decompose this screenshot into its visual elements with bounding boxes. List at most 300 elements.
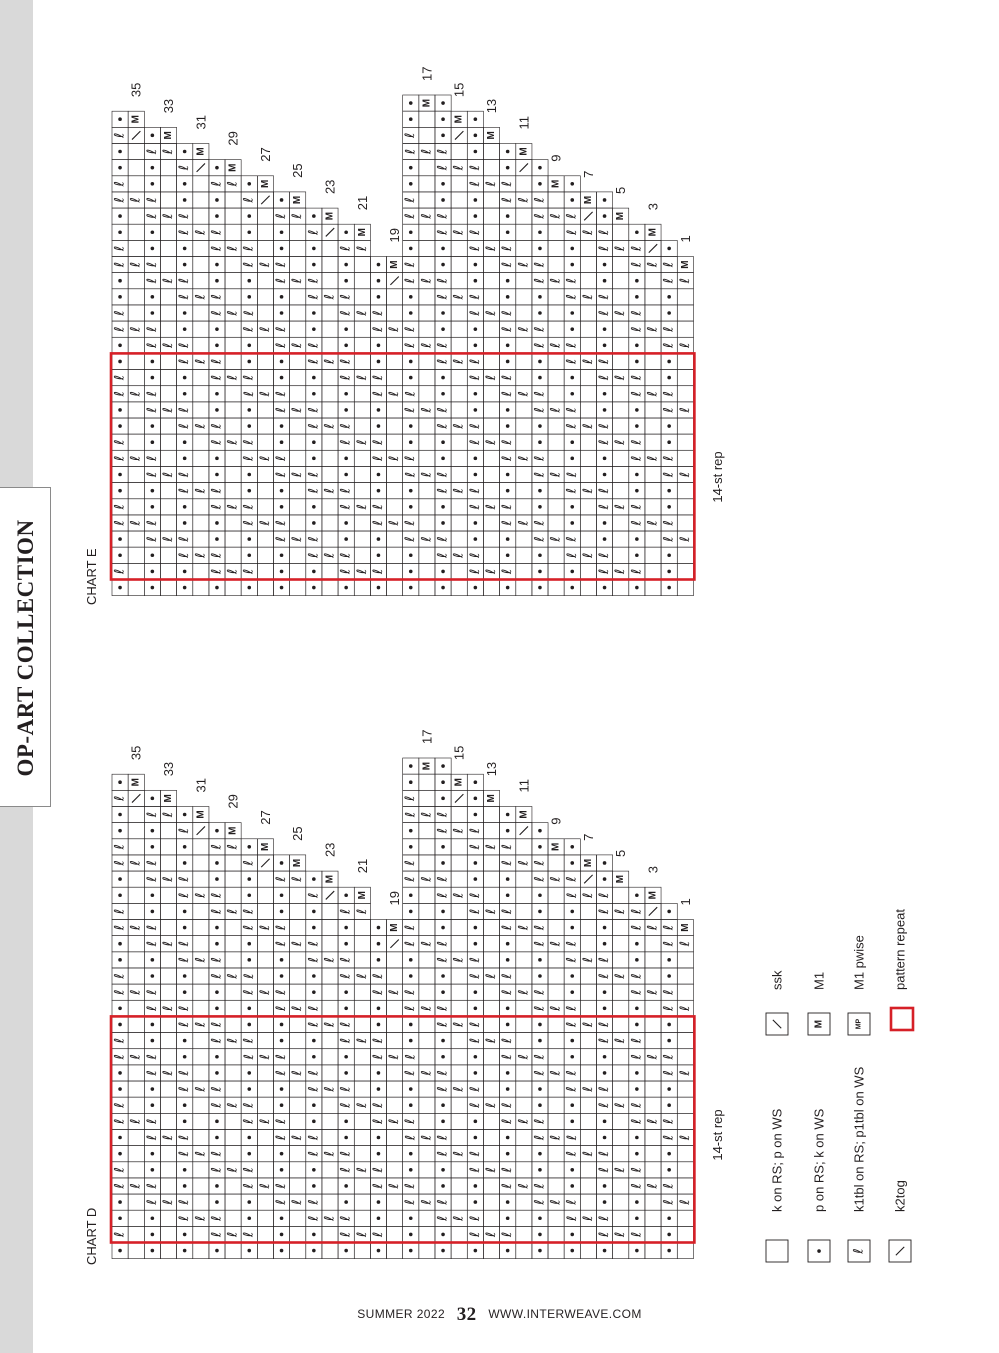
chart-e-cell — [225, 450, 241, 466]
chart-d-cell-ktbl-glyph: ℓ — [419, 1005, 435, 1011]
chart-d-cell-m1-glyph: M — [615, 874, 627, 884]
chart-d-cell-purl-dot — [603, 1120, 607, 1124]
chart-d-cell — [225, 887, 241, 903]
chart-e-cell-purl-dot — [280, 505, 284, 509]
chart-d-cell-purl-dot — [474, 877, 478, 881]
chart-e-cell — [645, 531, 661, 547]
chart-d-cell — [483, 984, 499, 1000]
chart-e-cell-purl-dot — [538, 182, 542, 186]
chart-d-cell-ktbl-glyph: ℓ — [370, 1118, 386, 1125]
chart-d-cell — [160, 1016, 176, 1032]
chart-d-cell — [645, 1162, 661, 1178]
chart-e-cell — [580, 466, 596, 482]
chart-e-cell-ktbl-glyph: ℓ — [613, 245, 629, 252]
chart-d-cell-ktbl-glyph: ℓ — [467, 1037, 483, 1044]
chart-d-cell — [677, 1162, 693, 1178]
chart-e-cell — [516, 208, 532, 224]
chart-d-cell — [677, 952, 693, 968]
chart-e-cell — [193, 305, 209, 321]
chart-e-cell — [128, 402, 144, 418]
chart-d-cell — [677, 1226, 693, 1242]
chart-e-cell-purl-dot — [215, 408, 219, 412]
chart-d-cell — [387, 1194, 403, 1210]
chart-d-cell-m1-glyph: M — [486, 794, 497, 803]
chart-e-cell — [677, 515, 693, 531]
chart-e-cell-purl-dot — [151, 295, 155, 299]
chart-e-cell-ktbl-glyph: ℓ — [661, 536, 677, 542]
chart-e-cell-ktbl-glyph: ℓ — [209, 423, 225, 429]
chart-e-cell — [419, 483, 435, 499]
chart-d-cell-ktbl-glyph: ℓ — [435, 876, 451, 882]
chart-e-cell-purl-dot — [247, 473, 251, 477]
chart-d-cell-ktbl-glyph: ℓ — [597, 973, 613, 979]
chart-d-cell-ktbl-glyph: ℓ — [629, 1118, 645, 1125]
chart-e-cell — [387, 402, 403, 418]
chart-d-cell-purl-dot — [344, 1071, 348, 1075]
chart-d-cell-purl-dot — [118, 1249, 122, 1253]
chart-e-cell-k2tog-stroke — [390, 277, 398, 285]
chart-d-cell-purl-dot — [183, 1249, 187, 1253]
chart-e-cell-ktbl-glyph: ℓ — [274, 391, 290, 397]
chart-e-cell-purl-dot — [506, 344, 510, 348]
chart-e-cell-purl-dot — [183, 586, 187, 590]
chart-d-cell-ktbl-glyph: ℓ — [306, 1199, 322, 1205]
chart-d-cell-ktbl-glyph: ℓ — [403, 1070, 419, 1076]
chart-d-cell — [548, 968, 564, 984]
chart-d-cell-purl-dot — [280, 910, 284, 914]
chart-d-cell — [354, 1194, 370, 1210]
chart-d-cell-purl-dot — [635, 1136, 639, 1140]
chart-d-cell-ktbl-glyph: ℓ — [306, 1070, 322, 1076]
chart-e-cell-purl-dot — [409, 166, 413, 170]
chart-e-cell-purl-dot — [377, 295, 381, 299]
chart-d-cell — [580, 1162, 596, 1178]
chart-d-cell-ktbl-glyph: ℓ — [306, 957, 322, 963]
chart-d-cell-purl-dot — [441, 910, 445, 914]
chart-e-cell — [225, 531, 241, 547]
chart-d-cell-ktbl-glyph: ℓ — [193, 892, 209, 898]
chart-d-cell — [160, 887, 176, 903]
chart-d-cell-ktbl-glyph: ℓ — [661, 941, 677, 947]
chart-e-cell-ktbl-glyph: ℓ — [645, 391, 661, 397]
chart-d-cell-ktbl-glyph: ℓ — [128, 1118, 144, 1125]
chart-e-cell — [193, 402, 209, 418]
chart-d-cell-purl-dot — [409, 1039, 413, 1043]
chart-d-cell-ktbl-glyph: ℓ — [274, 1134, 290, 1141]
chart-e-cell-purl-dot — [183, 247, 187, 251]
chart-d-repeat-label: 14-st rep — [710, 1109, 725, 1161]
chart-e-cell — [516, 337, 532, 353]
chart-d-cell — [613, 1210, 629, 1226]
chart-d-cell-ktbl-glyph: ℓ — [451, 1021, 467, 1028]
chart-d-cell — [290, 1081, 306, 1097]
chart-d-cell-purl-dot — [409, 829, 413, 833]
chart-d-cell — [225, 871, 241, 887]
chart-d-cell-ktbl-glyph: ℓ — [177, 1086, 193, 1092]
chart-e-cell-purl-dot — [151, 166, 155, 170]
chart-e-cell-ktbl-glyph: ℓ — [661, 261, 677, 268]
chart-e-row-number: 19 — [387, 228, 403, 243]
chart-d-cell-purl-dot — [570, 1103, 574, 1107]
chart-e-row-number: 31 — [193, 114, 209, 130]
chart-e-cell-purl-dot — [344, 457, 348, 461]
chart-e-cell-ktbl-glyph: ℓ — [290, 213, 306, 219]
chart-d-cell-purl-dot — [215, 1071, 219, 1075]
chart-e-cell — [451, 257, 467, 273]
chart-d-cell-ktbl-glyph: ℓ — [645, 1183, 661, 1189]
chart-d-cell-ktbl-glyph: ℓ — [322, 1021, 338, 1028]
chart-e-cell — [387, 370, 403, 386]
chart-d-cell — [225, 1065, 241, 1081]
chart-d-cell-purl-dot — [409, 1249, 413, 1253]
chart-d-cell — [290, 1033, 306, 1049]
chart-d-cell-purl-dot — [118, 829, 122, 833]
chart-d-cell — [128, 871, 144, 887]
chart-e-cell-purl-dot — [506, 537, 510, 541]
chart-e-cell-ktbl-glyph: ℓ — [370, 504, 386, 510]
chart-d-cell — [483, 1210, 499, 1226]
chart-d-cell-ktbl-glyph: ℓ — [467, 1021, 483, 1028]
chart-e-cell-ktbl-glyph: ℓ — [193, 552, 209, 558]
chart-d-cell — [516, 1097, 532, 1113]
chart-d-cell — [225, 1000, 241, 1016]
chart-d-cell-ktbl-glyph: ℓ — [484, 1231, 499, 1238]
chart-d-cell-purl-dot — [183, 974, 187, 978]
chart-e-cell — [290, 353, 306, 369]
chart-e-cell — [257, 434, 273, 450]
chart-d-cell-ktbl-glyph: ℓ — [516, 1054, 532, 1060]
chart-d-cell-ktbl-glyph: ℓ — [500, 1037, 516, 1044]
chart-e-cell-purl-dot — [183, 521, 187, 525]
chart-d-cell — [257, 952, 273, 968]
chart-e-cell — [548, 289, 564, 305]
chart-d-cell-purl-dot — [247, 942, 251, 946]
chart-e-cell — [225, 386, 241, 402]
chart-d-cell-ktbl-glyph: ℓ — [661, 1118, 677, 1125]
chart-e-cell-purl-dot — [570, 570, 574, 574]
chart-e-cell-ktbl-glyph: ℓ — [435, 278, 451, 284]
chart-e-cell — [322, 450, 338, 466]
chart-e-cell — [387, 580, 403, 596]
chart-d-cell-ktbl-glyph: ℓ — [144, 811, 160, 818]
chart-e-cell-ktbl-glyph: ℓ — [629, 261, 645, 268]
chart-d-cell-ktbl-glyph: ℓ — [177, 941, 193, 947]
chart-e-cell-purl-dot — [183, 457, 187, 461]
chart-e-cell — [128, 224, 144, 240]
chart-e-cell-ktbl-glyph: ℓ — [209, 181, 225, 187]
chart-d-cell-ktbl-glyph: ℓ — [144, 1054, 160, 1060]
chart-d-cell — [677, 1033, 693, 1049]
chart-d-cell — [290, 920, 306, 936]
chart-d-cell-purl-dot — [570, 1120, 574, 1124]
chart-e-cell-purl-dot — [377, 344, 381, 348]
chart-e-cell — [451, 386, 467, 402]
chart-e-cell — [548, 224, 564, 240]
chart-d-cell-ktbl-glyph: ℓ — [500, 1054, 516, 1060]
chart-e-cell-m1-glyph: M — [518, 147, 530, 156]
chart-e-cell-purl-dot — [441, 117, 445, 121]
chart-d-cell-purl-dot — [344, 990, 348, 994]
chart-d-cell-purl-dot — [409, 1233, 413, 1237]
chart-e-cell-purl-dot — [280, 586, 284, 590]
chart-d-cell-purl-dot — [506, 877, 510, 881]
section-title: OP-ART COLLECTION — [13, 519, 38, 777]
chart-d — [111, 758, 694, 1259]
chart-e-cell-purl-dot — [409, 311, 413, 315]
chart-d-cell — [160, 1033, 176, 1049]
chart-e-cell-ktbl-glyph: ℓ — [274, 342, 290, 348]
chart-d-cell-ktbl-glyph: ℓ — [209, 1037, 225, 1044]
chart-e-cell-ktbl-glyph: ℓ — [144, 342, 160, 348]
chart-e-cell-purl-dot — [409, 360, 413, 364]
chart-d-cell — [257, 1146, 273, 1162]
chart-d-cell — [128, 936, 144, 952]
chart-d-cell — [419, 823, 435, 839]
chart-d-cell-ktbl-glyph: ℓ — [629, 908, 645, 915]
chart-e-cell-ktbl-glyph: ℓ — [274, 520, 290, 526]
chart-d-cell-ktbl-glyph: ℓ — [580, 1086, 596, 1092]
chart-e-cell — [419, 434, 435, 450]
chart-e-cell-k2tog-stroke — [584, 212, 592, 220]
chart-d-cell-purl-dot — [538, 1039, 542, 1043]
chart-e-cell-m1-glyph: M — [615, 211, 627, 221]
chart-d-cell — [419, 1178, 435, 1194]
chart-e-cell-ktbl-glyph: ℓ — [467, 245, 483, 252]
chart-d-cell — [257, 1194, 273, 1210]
chart-d-cell — [387, 1130, 403, 1146]
chart-e-cell-purl-dot — [151, 553, 155, 557]
chart-e-cell-ktbl-glyph: ℓ — [661, 278, 677, 284]
chart-e-cell — [613, 531, 629, 547]
chart-e-cell — [322, 240, 338, 256]
chart-d-cell — [322, 903, 338, 919]
chart-e-cell — [225, 580, 241, 596]
chart-d-cell-purl-dot — [247, 1216, 251, 1220]
chart-d-cell-ktbl-glyph: ℓ — [241, 989, 257, 995]
chart-e-cell-ktbl-glyph: ℓ — [354, 504, 370, 510]
chart-d-cell — [645, 1243, 661, 1259]
chart-e-cell-ktbl-glyph: ℓ — [516, 520, 532, 526]
chart-e-cell-purl-dot — [635, 230, 639, 234]
chart-e-cell-purl-dot — [151, 311, 155, 315]
chart-d-cell-purl-dot — [183, 813, 187, 817]
chart-e-cell — [322, 386, 338, 402]
chart-e-cell-ktbl-glyph: ℓ — [128, 326, 144, 332]
chart-d-cell-ktbl-glyph: ℓ — [177, 1199, 193, 1205]
chart-e-cell — [128, 289, 144, 305]
chart-d-row-number: 21 — [354, 858, 370, 874]
chart-e-cell-ktbl-glyph: ℓ — [564, 278, 580, 284]
chart-e-cell — [613, 580, 629, 596]
chart-d-cell-purl-dot — [215, 942, 219, 946]
chart-e-cell — [677, 434, 693, 450]
chart-d-cell-ktbl-glyph: ℓ — [209, 1021, 225, 1028]
chart-e-cell — [548, 418, 564, 434]
chart-d-cell-purl-dot — [474, 926, 478, 930]
chart-e-cell-purl-dot — [215, 457, 219, 461]
chart-d-cell-ktbl-glyph: ℓ — [177, 1150, 193, 1157]
chart-e-cell-purl-dot — [183, 150, 187, 154]
chart-d-cell-purl-dot — [183, 1039, 187, 1043]
chart-e-cell-purl-dot — [441, 101, 445, 105]
chart-e-cell — [225, 208, 241, 224]
chart-d-cell-ktbl-glyph: ℓ — [419, 811, 435, 818]
chart-d-cell-ktbl-glyph: ℓ — [370, 1037, 386, 1044]
chart-e-cell — [580, 450, 596, 466]
chart-e-cell-purl-dot — [538, 489, 542, 493]
chart-d-cell — [483, 1065, 499, 1081]
chart-e-cell-ktbl-glyph: ℓ — [306, 342, 322, 348]
chart-e-cell — [419, 176, 435, 192]
chart-e-cell-ktbl-glyph: ℓ — [467, 423, 483, 429]
chart-d-cell-purl-dot — [603, 1200, 607, 1204]
chart-e-cell-purl-dot — [215, 166, 219, 170]
chart-e-cell-purl-dot — [667, 440, 671, 444]
chart-e-cell-ktbl-glyph: ℓ — [500, 197, 516, 203]
chart-e-cell-k2tog-stroke — [455, 131, 463, 139]
chart-e-cell — [613, 273, 629, 289]
chart-e-cell — [677, 547, 693, 563]
chart-e-cell-ktbl-glyph: ℓ — [161, 342, 176, 348]
chart-d-cell-ktbl-glyph: ℓ — [306, 1005, 322, 1011]
chart-d-cell-purl-dot — [280, 1233, 284, 1237]
chart-e-cell-ktbl-glyph: ℓ — [564, 213, 580, 219]
chart-d-cell — [451, 1033, 467, 1049]
chart-e-cell-ktbl-glyph: ℓ — [564, 358, 580, 365]
legend-label-repeat: pattern repeat — [892, 909, 908, 990]
chart-d-cell-purl-dot — [312, 1249, 316, 1253]
chart-d-cell — [548, 920, 564, 936]
chart-d-cell-purl-dot — [183, 990, 187, 994]
chart-d-cell-purl-dot — [667, 974, 671, 978]
chart-e-cell-purl-dot — [506, 279, 510, 283]
chart-e-cell-ktbl-glyph: ℓ — [451, 358, 467, 365]
chart-d-cell-ktbl-glyph: ℓ — [516, 924, 532, 931]
chart-e-cell-purl-dot — [247, 344, 251, 348]
chart-d-cell-ktbl-glyph: ℓ — [274, 924, 290, 931]
chart-d-cell-purl-dot — [506, 1249, 510, 1253]
chart-d-cell — [645, 968, 661, 984]
chart-e-cell-ktbl-glyph: ℓ — [613, 439, 629, 445]
chart-d-cell — [193, 1065, 209, 1081]
chart-e-cell-ktbl-glyph: ℓ — [354, 310, 370, 316]
chart-e-cell — [516, 499, 532, 515]
chart-d-cell — [645, 1000, 661, 1016]
chart-e-cell-purl-dot — [409, 440, 413, 444]
chart-d-cell — [580, 936, 596, 952]
chart-d-cell-ktbl-glyph: ℓ — [322, 1086, 338, 1092]
chart-d-cell-ktbl-glyph: ℓ — [467, 1086, 483, 1092]
chart-d-cell-purl-dot — [247, 1071, 251, 1075]
chart-e-cell-purl-dot — [667, 424, 671, 428]
chart-e-cell-ktbl-glyph: ℓ — [532, 213, 548, 219]
chart-d-cell — [257, 1097, 273, 1113]
chart-e-cell-ktbl-glyph: ℓ — [193, 358, 209, 365]
chart-d-cell-purl-dot — [441, 845, 445, 849]
chart-d-cell-ktbl-glyph: ℓ — [144, 1118, 160, 1125]
chart-d-cell-purl-dot — [635, 1200, 639, 1204]
chart-e-cell — [322, 321, 338, 337]
chart-d-cell-ktbl-glyph: ℓ — [419, 1199, 435, 1205]
chart-d-cell-ktbl-glyph: ℓ — [532, 941, 548, 947]
chart-e-cell-purl-dot — [247, 295, 251, 299]
chart-d-cell — [160, 1210, 176, 1226]
chart-e-cell-ktbl-glyph: ℓ — [112, 374, 128, 381]
chart-e-cell-purl-dot — [441, 327, 445, 331]
chart-e-cell-ktbl-glyph: ℓ — [532, 455, 548, 462]
chart-d-cell-ktbl-glyph: ℓ — [532, 1070, 548, 1076]
chart-e-cell-ktbl-glyph: ℓ — [128, 455, 144, 462]
chart-d-cell — [225, 1049, 241, 1065]
chart-d-cell — [354, 1065, 370, 1081]
chart-e-cell-purl-dot — [474, 214, 478, 218]
chart-d-cell-ktbl-glyph: ℓ — [193, 1021, 209, 1028]
chart-e-cell — [193, 499, 209, 515]
chart-e-cell-purl-dot — [441, 263, 445, 267]
chart-e-cell-purl-dot — [441, 392, 445, 396]
chart-e-cell-purl-dot — [474, 327, 478, 331]
chart-e-cell-ktbl-glyph: ℓ — [322, 423, 338, 429]
chart-d-cell-ktbl-glyph: ℓ — [128, 924, 144, 931]
chart-e-cell — [613, 466, 629, 482]
chart-d-cell-ktbl-glyph: ℓ — [241, 924, 257, 931]
chart-e-cell-ktbl-glyph: ℓ — [370, 374, 386, 381]
chart-d-cell — [387, 1000, 403, 1016]
chart-e-cell — [193, 176, 209, 192]
chart-e-cell — [387, 353, 403, 369]
chart-e-cell — [419, 289, 435, 305]
chart-d-cell — [160, 952, 176, 968]
chart-e-cell-ktbl-glyph: ℓ — [419, 536, 435, 542]
chart-e-cell — [645, 547, 661, 563]
chart-e-cell-ktbl-glyph: ℓ — [629, 439, 645, 445]
chart-d-cell-ktbl-glyph: ℓ — [613, 1102, 629, 1108]
chart-d-cell-purl-dot — [215, 1184, 219, 1188]
chart-e-cell-ktbl-glyph: ℓ — [597, 568, 613, 575]
chart-e-cell-ktbl-glyph: ℓ — [435, 213, 451, 219]
chart-e-cell-purl-dot — [280, 295, 284, 299]
chart-d-cell-ktbl-glyph: ℓ — [338, 1150, 354, 1157]
chart-e-cell-ktbl-glyph: ℓ — [467, 439, 483, 445]
chart-e-cell-ktbl-glyph: ℓ — [338, 358, 354, 365]
chart-d-cell-purl-dot — [344, 1136, 348, 1140]
chart-d-cell-ktbl-glyph: ℓ — [306, 1021, 322, 1028]
chart-e-cell-ktbl-glyph: ℓ — [484, 568, 499, 575]
chart-d-cell-purl-dot — [570, 861, 574, 865]
chart-d-cell-k2tog-stroke — [132, 794, 140, 802]
chart-d-row-number: 7 — [580, 833, 596, 841]
legend-label-ktbl: k1tbl on RS; p1tbl on WS — [851, 1066, 867, 1212]
chart-d-cell — [580, 984, 596, 1000]
chart-d-cell-purl-dot — [183, 926, 187, 930]
chart-d-cell-ktbl-glyph: ℓ — [661, 1183, 677, 1189]
chart-e-cell — [483, 450, 499, 466]
chart-e-cell — [451, 563, 467, 579]
chart-e-cell-ktbl-glyph: ℓ — [306, 407, 322, 413]
chart-e-cell-ktbl-glyph: ℓ — [435, 358, 451, 365]
chart-e-cell — [225, 547, 241, 563]
chart-e-cell-ktbl-glyph: ℓ — [548, 278, 564, 284]
chart-e-cell-ktbl-glyph: ℓ — [338, 310, 354, 316]
chart-d-cell — [290, 1146, 306, 1162]
chart-e-cell-purl-dot — [247, 553, 251, 557]
chart-d-cell-ktbl-glyph: ℓ — [451, 957, 467, 963]
chart-d-cell — [160, 1113, 176, 1129]
chart-e-cell-purl-dot — [409, 553, 413, 557]
chart-d-cell-ktbl-glyph: ℓ — [613, 908, 629, 915]
chart-e-cell-ktbl-glyph: ℓ — [225, 439, 241, 445]
chart-e-cell-ktbl-glyph: ℓ — [241, 568, 257, 575]
